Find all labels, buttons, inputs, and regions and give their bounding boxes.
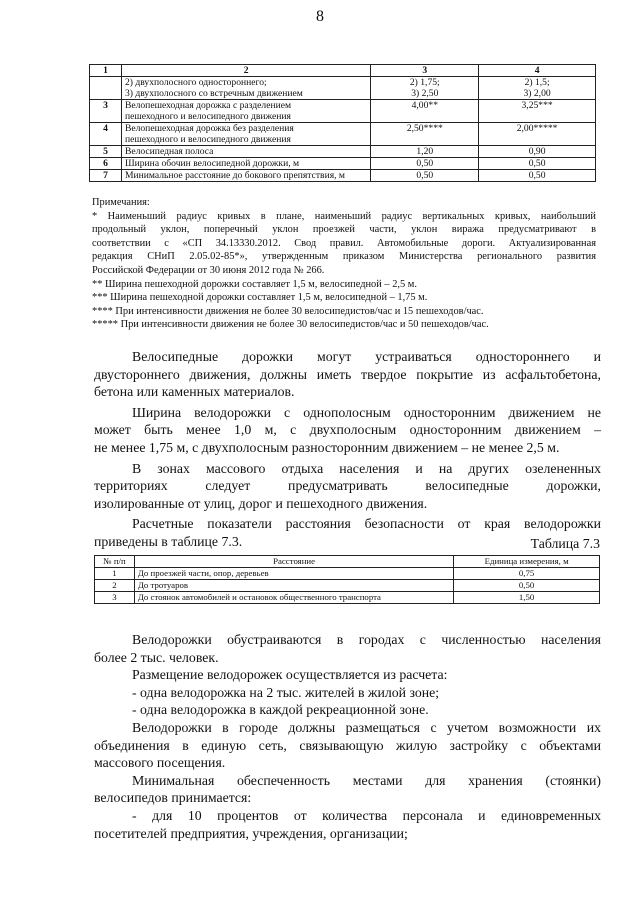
row-value-col3: 0,50 <box>371 170 479 182</box>
row-value: 1,50 <box>454 592 600 604</box>
table-row <box>90 123 596 146</box>
note-line: соответствии с «СП 34.13330.2012. Свод правил. Автомобильные дороги. Актуализированная <box>92 237 596 249</box>
row-value-col4: 2,00***** <box>479 123 596 146</box>
header-cell: 4 <box>479 65 596 77</box>
row-value: 0,50 <box>454 580 600 592</box>
table-row <box>95 568 600 580</box>
notes-title: Примечания: <box>92 197 150 208</box>
paragraph: Расчетные показатели расстояния безопасности от края велодорожки приведены в таблице 7.3. <box>94 516 601 549</box>
table-header-row <box>90 65 596 77</box>
row-value-col4: 2) 1,5; 3) 2,00 <box>479 77 596 100</box>
row-description: Велопешеходная дорожка с разделением пешеходного и велосипедного движения <box>121 100 370 123</box>
row-number: 3 <box>95 592 135 604</box>
row-value-col3: 0,50 <box>371 158 479 170</box>
row-number <box>90 77 122 100</box>
table-row <box>90 100 596 123</box>
row-number: 3 <box>90 100 122 123</box>
row-number: 7 <box>90 170 122 182</box>
note-line: редакция СНиП 2.05.02-85*», утвержденным приказом Министерства регионального развития <box>92 251 596 263</box>
header-cell: 3 <box>371 65 479 77</box>
paragraph: Велодорожки в городе должны размещаться с учетом возможности их объединения в единую сеть, связывающую жилую застройку с объектами массового посещения. <box>94 719 601 771</box>
table-notes <box>92 196 596 332</box>
row-number: 1 <box>95 568 135 580</box>
row-value-col4: 0,90 <box>479 146 596 158</box>
page-number: 8 <box>316 8 324 25</box>
row-description: До стоянок автомобилей и остановок общественного транспорта <box>134 592 453 604</box>
note-line: ***** При интенсивности движения не более 30 велосипедистов/час и 50 пешеходов/час. <box>92 319 489 331</box>
table-row <box>90 158 596 170</box>
row-value-col4: 0,50 <box>479 170 596 182</box>
row-value-col3: 4,00** <box>371 100 479 123</box>
paragraph: Минимальная обеспеченность местами для хранения (стоянки) велосипедов принимается: <box>94 772 601 806</box>
row-number: 5 <box>90 146 122 158</box>
row-value-col3: 1,20 <box>371 146 479 158</box>
table-row <box>95 580 600 592</box>
row-description: До проезжей части, опор, деревьев <box>134 568 453 580</box>
note-line: * Наименьший радиус кривых в плане, наименьший радиус вертикальных кривых, наибольший <box>92 210 596 222</box>
row-description: 2) двухполосного одностороннего; 3) двухполосного со встречным движением <box>121 77 370 100</box>
header-cell: 1 <box>90 65 122 77</box>
note-line: ** Ширина пешеходной дорожки составляет 1,5 м, велосипедной – 2,5 м. <box>92 278 417 290</box>
body-text-block-2 <box>94 631 601 842</box>
row-description: До тротуаров <box>134 580 453 592</box>
note-line: продольный уклон, поперечный уклон проезжей части, уклон виража предусматривают в <box>92 224 596 236</box>
header-cell: Единица измерения, м <box>454 556 600 568</box>
table-header-row <box>95 556 600 568</box>
paragraph: Размещение велодорожек осуществляется из расчета: <box>132 667 448 683</box>
note-line: *** Ширина пешеходной дорожки составляет 1,5 м, велосипедной – 1,75 м. <box>92 292 428 304</box>
paragraph: Велодорожки обустраиваются в городах с численностью населения более 2 тыс. человек. <box>94 632 601 665</box>
table-caption: Таблица 7.3 <box>530 536 600 551</box>
bike-lane-width-table <box>89 64 596 182</box>
row-number: 4 <box>90 123 122 146</box>
paragraph: - одна велодорожка в каждой рекреационной зоне. <box>132 702 429 718</box>
paragraph: - одна велодорожка на 2 тыс. жителей в жилой зоне; <box>132 684 440 700</box>
table-row <box>90 77 596 100</box>
header-cell: 2 <box>121 65 370 77</box>
note-line: Российской Федерации от 30 июня 2012 года № 266. <box>92 264 325 276</box>
row-value: 0,75 <box>454 568 600 580</box>
row-value-col4: 3,25*** <box>479 100 596 123</box>
paragraph: Велосипедные дорожки могут устраиваться одностороннего и двустороннего движения, должны иметь твердое покрытие из асфальтобетона, бетона или каменных материалов. <box>94 349 601 400</box>
safety-distance-table <box>94 555 600 604</box>
table-row <box>90 170 596 182</box>
row-number: 2 <box>95 580 135 592</box>
paragraph: Ширина велодорожки с однополосным односторонним движением не может быть менее 1,0 м, с двухполосным односторонним движением – не менее 1,75 м, с двухполосным разносторонним движением – не менее 2,5 м. <box>94 404 601 455</box>
row-value-col4: 0,50 <box>479 158 596 170</box>
paragraph: - для 10 процентов от количества персонала и единовременных посетителей предприятия, учреждения, организации; <box>94 807 601 841</box>
row-description: Велопешеходная дорожка без разделения пешеходного и велосипедного движения <box>121 123 370 146</box>
row-description: Велосипедная полоса <box>121 146 370 158</box>
note-line: **** При интенсивности движения не более 30 велосипедистов/час и 15 пешеходов/час. <box>92 305 484 317</box>
header-cell: № п/п <box>95 556 135 568</box>
body-text-block-1 <box>94 348 601 551</box>
table-row <box>90 146 596 158</box>
paragraph: В зонах массового отдыха населения и на других озелененных территориях следует предусматривать велосипедные дорожки, изолированные от улиц, дорог и пешеходного движения. <box>94 460 601 511</box>
row-description: Минимальное расстояние до бокового препятствия, м <box>121 170 370 182</box>
row-description: Ширина обочин велосипедной дорожки, м <box>121 158 370 170</box>
row-number: 6 <box>90 158 122 170</box>
header-cell: Расстояние <box>134 556 453 568</box>
row-value-col3: 2,50**** <box>371 123 479 146</box>
row-value-col3: 2) 1,75; 3) 2,50 <box>371 77 479 100</box>
table-row <box>95 592 600 604</box>
